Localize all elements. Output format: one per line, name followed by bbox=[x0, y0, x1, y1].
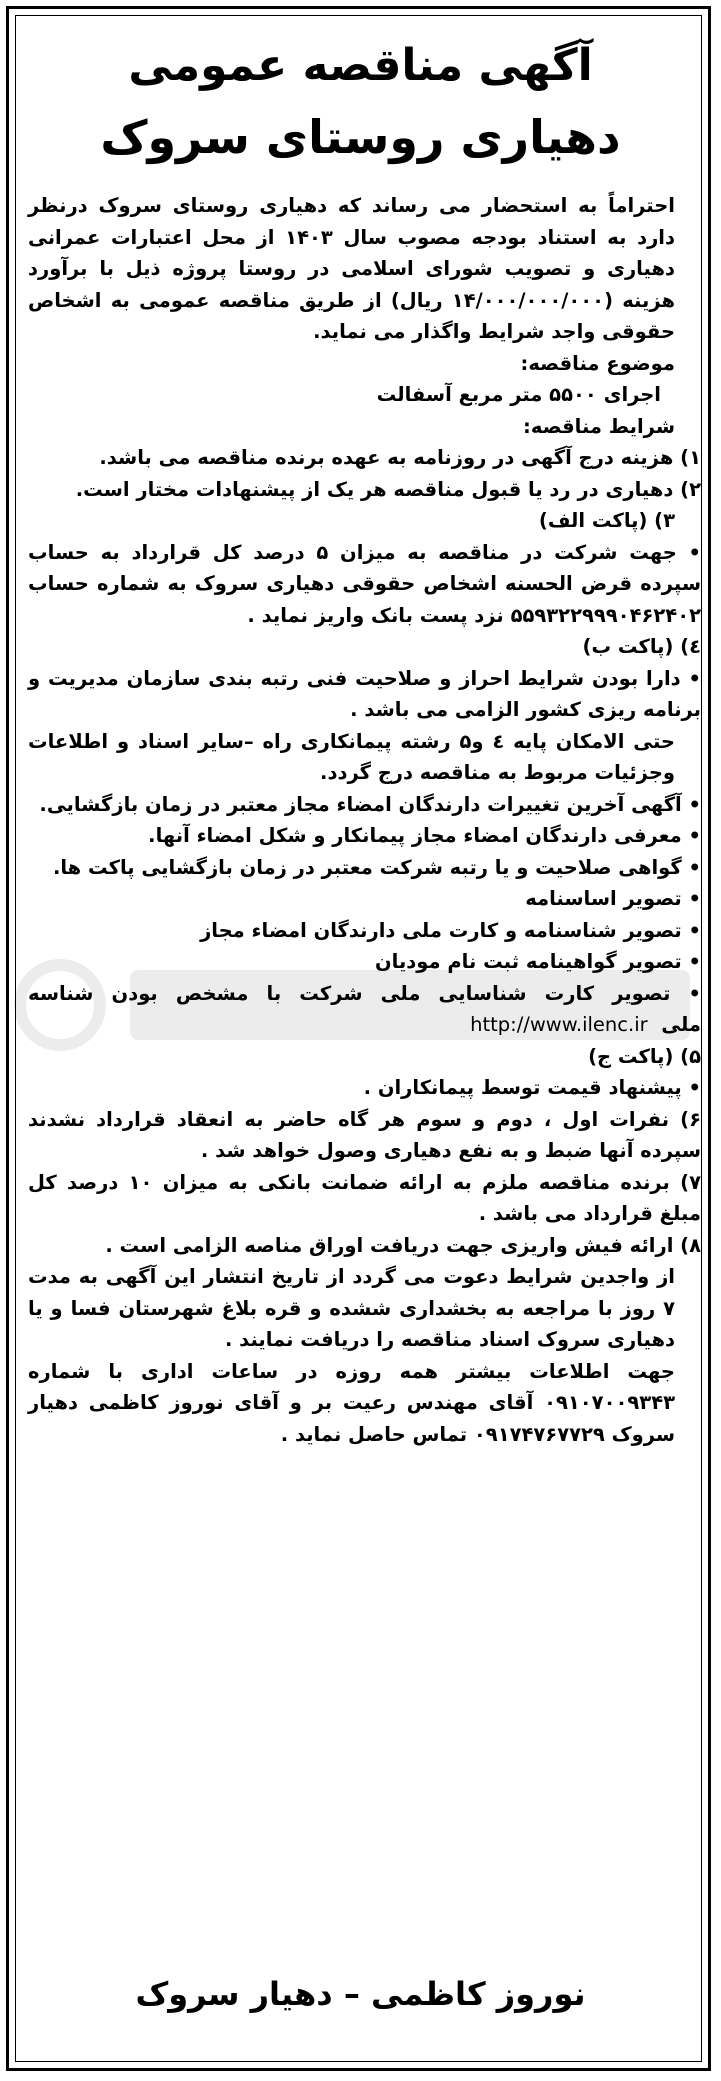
condition-4: ٤) (پاکت ب) bbox=[582, 635, 701, 658]
condition-4-bullet-6: • تصویر شناسنامه و کارت ملی دارندگان امضاء مجاز bbox=[200, 918, 701, 942]
condition-4-note: حتی الامکان پایه ٤ و۵ رشته پیمانکاری راه –سایر اسناد و اطلاعات وجزئیات مربوط به مناقصه درج گردد. bbox=[28, 729, 675, 784]
condition-1: ۱) هزینه درج آگهی در روزنامه به عهده برنده مناقصه می باشد. bbox=[99, 446, 701, 469]
signature: نوروز کاظمی – دهیار سروک bbox=[135, 1975, 586, 2013]
conditions-label: شرایط مناقصه: bbox=[523, 414, 675, 438]
condition-3: ۳) (پاکت الف) bbox=[538, 509, 675, 532]
condition-4-bullet-5: • تصویر اساسنامه bbox=[525, 887, 701, 910]
condition-8: ۸) ارائه فیش واریزی جهت دریافت اوراق مناصه الزامی است . bbox=[105, 1233, 701, 1257]
notice-subtitle: دهیاری روستای سروک bbox=[100, 110, 621, 164]
invitation-paragraph: از واجدین شرایط دعوت می گردد از تاریخ انتشار این آگهی به مدت ۷ روز با مراجعه به بخشداری ششده و قره بلاغ شهرستان فسا و یا دهیاری سروک اسناد مناقصه را دریافت نمایند . bbox=[28, 1265, 675, 1351]
condition-4-bullet-3: • معرفی دارندگان امضاء مجاز پیمانکار و شکل امضاء آنها. bbox=[148, 824, 701, 847]
condition-4-bullet-7: • تصویر گواهینامه ثبت نام مودیان bbox=[375, 950, 701, 973]
condition-4-bullet-8 bbox=[28, 978, 701, 1041]
notice-body bbox=[28, 190, 701, 1450]
subject-value: اجرای ۵۵۰۰ متر مربع آسفالت bbox=[376, 383, 661, 406]
subject-label: موضوع مناقصه: bbox=[520, 351, 675, 375]
condition-2: ۲) دهیاری در رد یا قبول مناقصه هر یک از پیشنهادات مختار است. bbox=[75, 477, 701, 501]
condition-4-bullet-4: • گواهی صلاحیت و یا رتبه شرکت معتبر در زمان بازگشایی پاکت ها. bbox=[52, 855, 701, 879]
contact-paragraph: جهت اطلاعات بیشتر همه روزه در ساعات اداری با شماره ۰۹۱۰۷۰۰۹۳۴۳ آقای مهندس رعیت بر و آقای نوروز کاظمی دهیار سروک ۰۹۱۷۴۷۶۷۷۲۹ تماس حاصل نماید . bbox=[28, 1359, 675, 1446]
intro-paragraph: احتراماً به استحضار می رساند که دهیاری روستای سروک درنظر دارد به استناد بودجه مصوب سال ۱۴۰۳ از محل اعتبارات عمرانی دهیاری و تصویب شورای اسلامی در روستا پروژه ذیل با برآورد هزینه (۱۴/۰۰۰/۰۰۰/۰۰۰ ریال) از طریق مناقصه عمومی به اشخاص حقوقی واجد شرایط واگذار می نماید. bbox=[28, 194, 675, 343]
condition-4-bullet-2: • آگهی آخرین تغییرات دارندگان امضاء مجاز معتبر در زمان بازگشایی. bbox=[39, 792, 701, 816]
condition-6: ۶) نفرات اول ، دوم و سوم هر گاه حاضر به انعقاد قرارداد نشدند سپرده آنها ضبط و به نفع دهیاری وصول خواهد شد . bbox=[28, 1107, 701, 1162]
condition-4-bullet-1: • دارا بودن شرایط احراز و صلاحیت فنی رتبه بندی سازمان مدیریت و برنامه ریزی کشور الزامی می باشد . bbox=[28, 666, 701, 721]
notice-title: آگهی مناقصه عمومی bbox=[128, 40, 593, 91]
website-link[interactable]: http://www.ilenc.ir bbox=[470, 1013, 648, 1036]
condition-5: ۵) (پاکت ج) bbox=[588, 1044, 701, 1068]
condition-3-bullet-1: • جهت شرکت در مناقصه به میزان ۵ درصد کل قرارداد به حساب سپرده قرض الحسنه اشخاص حقوقی دهیاری سروک به شماره حساب ۵۵۹۳۲۲۹۹۹۰۴۶۲۴۰۲ نزد پست بانک واریز نماید . bbox=[28, 540, 701, 627]
condition-4-bullet-8-text: • تصویر کارت شناسایی ملی شرکت با مشخص بودن شناسه ملی bbox=[28, 981, 701, 1036]
condition-5-bullet-1: • پیشنهاد قیمت توسط پیمانکاران . bbox=[363, 1076, 701, 1099]
condition-7: ۷) برنده مناقصه ملزم به ارائه ضمانت بانکی به میزان ۱۰ درصد کل مبلغ قرارداد می باشد . bbox=[28, 1170, 701, 1225]
